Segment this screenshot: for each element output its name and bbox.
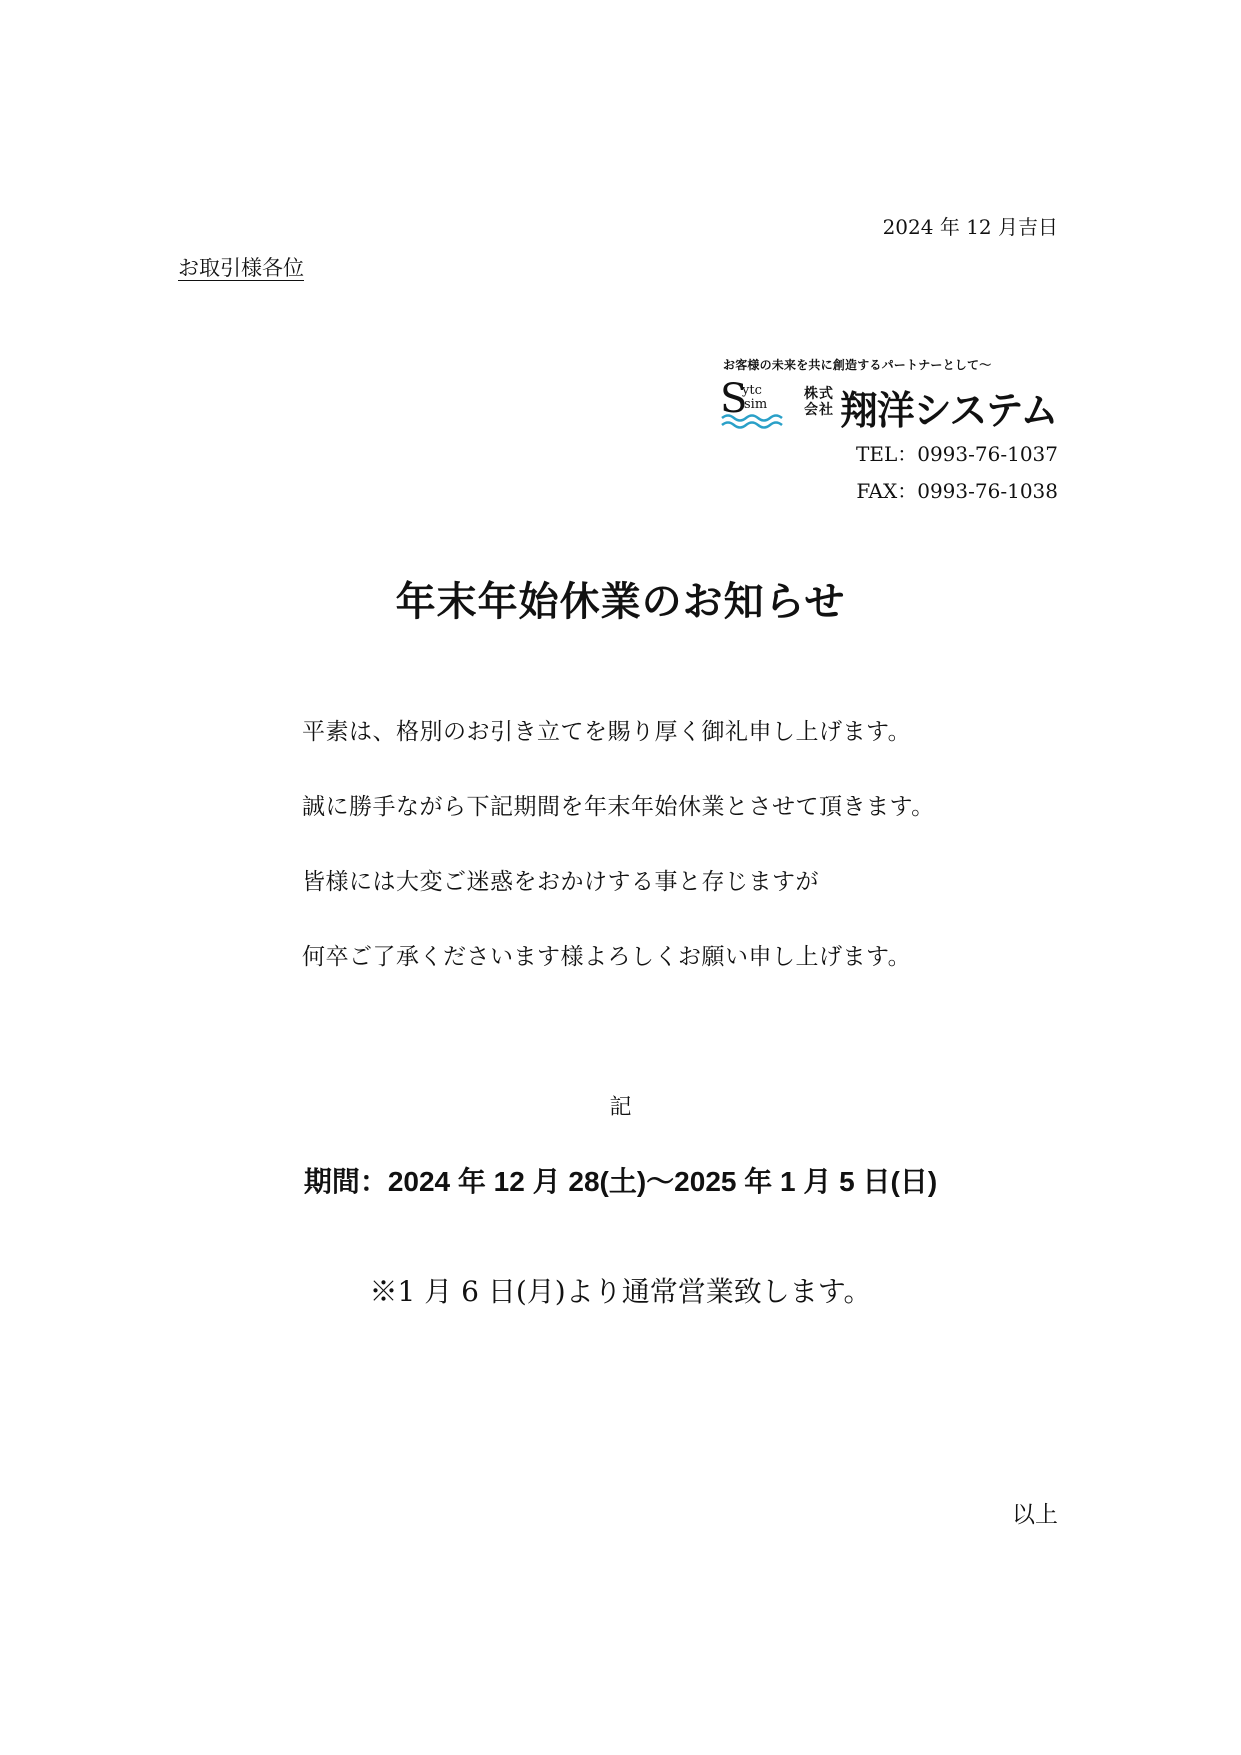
company-tel: TEL：0993-76-1037 xyxy=(856,442,1058,466)
company-name-prefix: 株式会社 xyxy=(804,386,834,418)
body-line: 誠に勝手ながら下記期間を年末年始休業とさせて頂きます。 xyxy=(302,794,935,820)
company-logo xyxy=(718,356,1058,436)
svg-text:S: S xyxy=(720,376,748,422)
document-date: 2024 年 12 月吉日 xyxy=(882,215,1058,239)
body-line: 皆様には大変ご迷惑をおかけする事と存じますが xyxy=(302,869,819,895)
recipient: お取引様各位 xyxy=(178,256,304,280)
body-line: 平素は、格別のお引き立てを賜り厚く御礼申し上げます。 xyxy=(302,719,912,745)
svg-text:sim: sim xyxy=(744,397,768,412)
closure-period: 期間：2024 年 12 月 28(土)～2025 年 1 月 5 日(日) xyxy=(303,1166,938,1197)
body-line: 何卒ご了承くださいます様よろしくお願い申し上げます。 xyxy=(302,944,912,970)
company-mark-icon xyxy=(718,374,788,436)
page-title: 年末年始休業のお知らせ xyxy=(395,578,846,625)
notice-heading: 記 xyxy=(609,1095,632,1120)
company-fax: FAX：0993-76-1038 xyxy=(856,479,1058,503)
closing-mark: 以上 xyxy=(1012,1502,1058,1528)
resume-notice: ※1 月 6 日(月)より通常営業致します。 xyxy=(369,1275,872,1308)
company-name: 翔洋システム xyxy=(840,389,1058,434)
company-tagline: お客様の未来を共に創造するパートナーとして～ xyxy=(723,358,992,372)
svg-text:ytc: ytc xyxy=(742,383,762,398)
